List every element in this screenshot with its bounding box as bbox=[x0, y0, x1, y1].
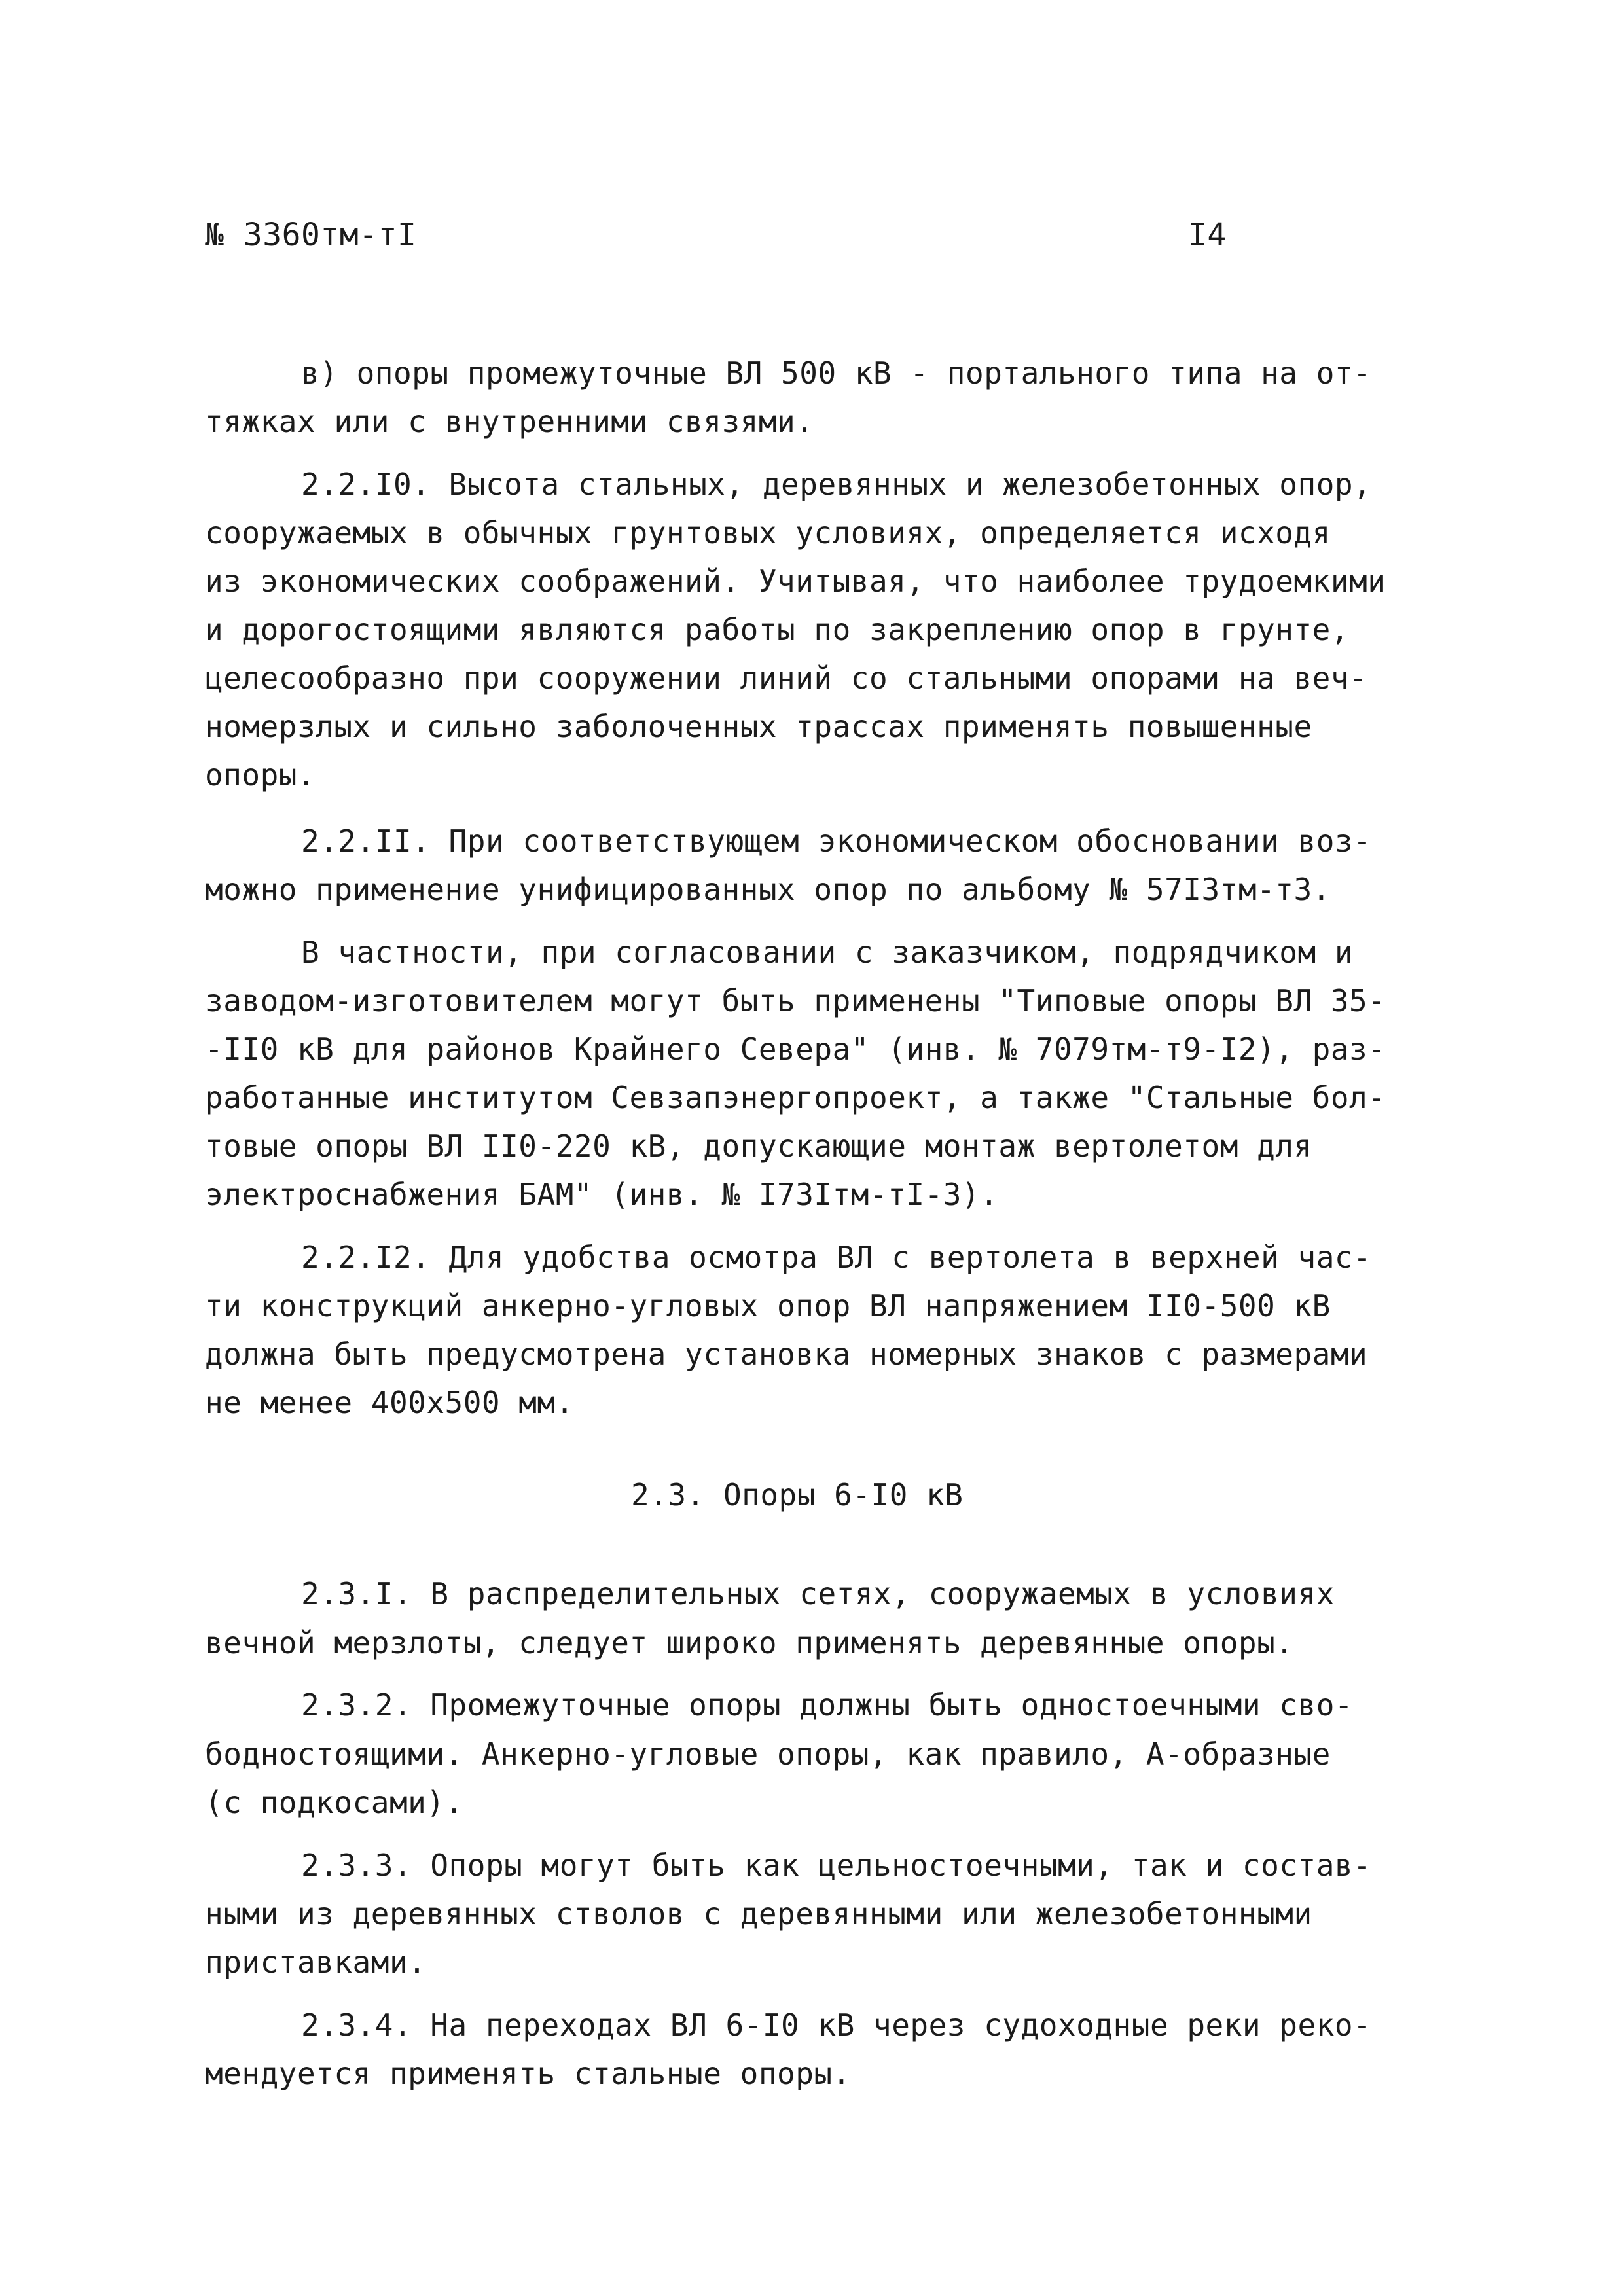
text-line: из экономических соображений. Учитывая, что наиболее трудоемкими bbox=[205, 564, 1386, 599]
text-line: опоры. bbox=[205, 757, 316, 793]
text-line: -II0 кВ для районов Крайнего Севера" (инв. № 7079тм-т9-I2), раз- bbox=[205, 1031, 1386, 1067]
text-line: тяжках или с внутренними связями. bbox=[205, 404, 814, 439]
text-line: (с подкосами). bbox=[205, 1785, 463, 1820]
text-line: номерзлых и сильно заболоченных трассах применять повышенные bbox=[205, 709, 1312, 744]
page-number: I4 bbox=[1188, 217, 1227, 253]
section-heading: 2.3. Опоры 6-I0 кВ bbox=[631, 1477, 964, 1513]
text-line: должна быть предусмотрена установка номерных знаков с размерами bbox=[205, 1336, 1368, 1372]
text-line: целесообразно при сооружении линий со стальными опорами на веч- bbox=[205, 660, 1368, 696]
text-line: 2.2.II. При соответствующем экономическом обосновании воз- bbox=[301, 823, 1372, 859]
text-line: товые опоры ВЛ II0-220 кВ, допускающие монтаж вертолетом для bbox=[205, 1128, 1312, 1164]
text-line: 2.3.3. Опоры могут быть как цельностоечными, так и состав- bbox=[301, 1848, 1372, 1883]
text-line: мендуется применять стальные опоры. bbox=[205, 2056, 851, 2091]
text-line: 2.3.2. Промежуточные опоры должны быть одностоечными сво- bbox=[301, 1687, 1354, 1723]
text-line: в) опоры промежуточные ВЛ 500 кВ - портального типа на от- bbox=[301, 355, 1372, 391]
text-line: 2.2.I2. Для удобства осмотра ВЛ с вертолета в верхней час- bbox=[301, 1240, 1372, 1275]
text-line: ти конструкций анкерно-угловых опор ВЛ напряжением II0-500 кВ bbox=[205, 1288, 1331, 1323]
text-line: электроснабжения БАМ" (инв. № I73Iтм-тI-3). bbox=[205, 1177, 999, 1212]
text-line: В частности, при согласовании с заказчиком, подрядчиком и bbox=[301, 935, 1354, 970]
text-line: сооружаемых в обычных грунтовых условиях, определяется исходя bbox=[205, 515, 1331, 550]
text-line: приставками. bbox=[205, 1945, 427, 1980]
text-line: вечной мерзлоты, следует широко применять деревянные опоры. bbox=[205, 1625, 1294, 1660]
text-line: ными из деревянных стволов с деревянными или железобетонными bbox=[205, 1896, 1312, 1931]
text-line: работанные институтом Севзапэнергопроект, а также "Стальные бол- bbox=[205, 1080, 1386, 1115]
text-line: 2.3.4. На переходах ВЛ 6-I0 кВ через судоходные реки реко- bbox=[301, 2007, 1372, 2043]
document-number: № 3360тм-тI bbox=[205, 217, 417, 253]
text-line: 2.2.I0. Высота стальных, деревянных и железобетонных опор, bbox=[301, 467, 1372, 502]
text-line: и дорогостоящими являются работы по закреплению опор в грунте, bbox=[205, 612, 1350, 647]
text-line: не менее 400х500 мм. bbox=[205, 1385, 574, 1420]
text-line: заводом-изготовителем могут быть применены "Типовые опоры ВЛ 35- bbox=[205, 983, 1386, 1018]
text-line: бодностоящими. Анкерно-угловые опоры, как правило, А-образные bbox=[205, 1736, 1331, 1772]
text-line: можно применение унифицированных опор по альбому № 57I3тм-т3. bbox=[205, 872, 1331, 907]
text-line: 2.3.I. В распределительных сетях, сооружаемых в условиях bbox=[301, 1576, 1335, 1611]
